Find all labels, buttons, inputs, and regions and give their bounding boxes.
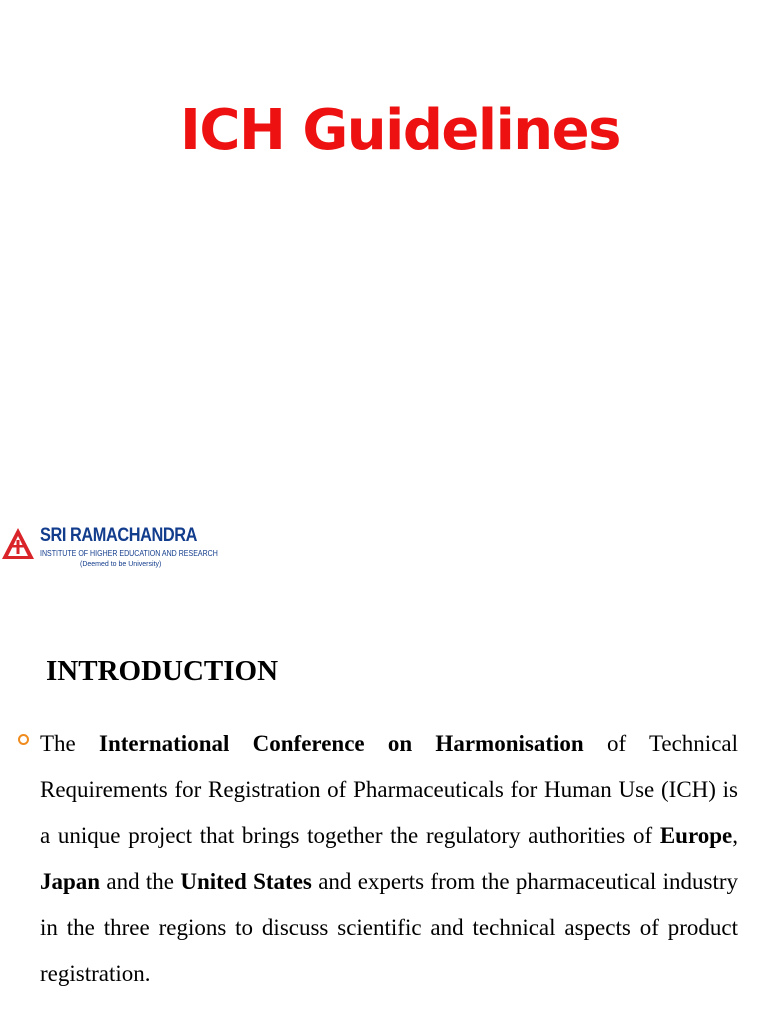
text-and-the: and the: [106, 869, 175, 894]
text-part1: of Technical Requirements for Registration of Pharmaceuticals for Human Use (ICH) is a unique project that brings together the regulatory authorities of: [40, 731, 739, 848]
logo-note: (Deemed to be University): [80, 561, 162, 568]
text-the: The: [40, 731, 76, 756]
text-europe: Europe: [659, 823, 733, 848]
text-comma: ,: [732, 823, 739, 848]
intro-paragraph: [40, 721, 738, 997]
text-ich-name: International Conference on Harmonisation: [99, 731, 584, 756]
text-part2: and experts from the pharmaceutical industry in the three regions to discuss scientific and technical aspects of product registration.: [40, 869, 739, 986]
institution-logo: [0, 522, 218, 582]
text-united-states: United States: [180, 869, 312, 894]
circle-bullet-icon: [18, 734, 29, 745]
logo-subtitle: INSTITUTE OF HIGHER EDUCATION AND RESEARCH: [40, 549, 218, 558]
logo-name: SRI RAMACHANDRA: [40, 525, 197, 546]
text-japan: Japan: [40, 869, 101, 894]
triangle-emblem-icon: [0, 526, 36, 562]
intro-heading: INTRODUCTION: [46, 655, 279, 687]
slide-title: ICH Guidelines: [180, 98, 620, 163]
